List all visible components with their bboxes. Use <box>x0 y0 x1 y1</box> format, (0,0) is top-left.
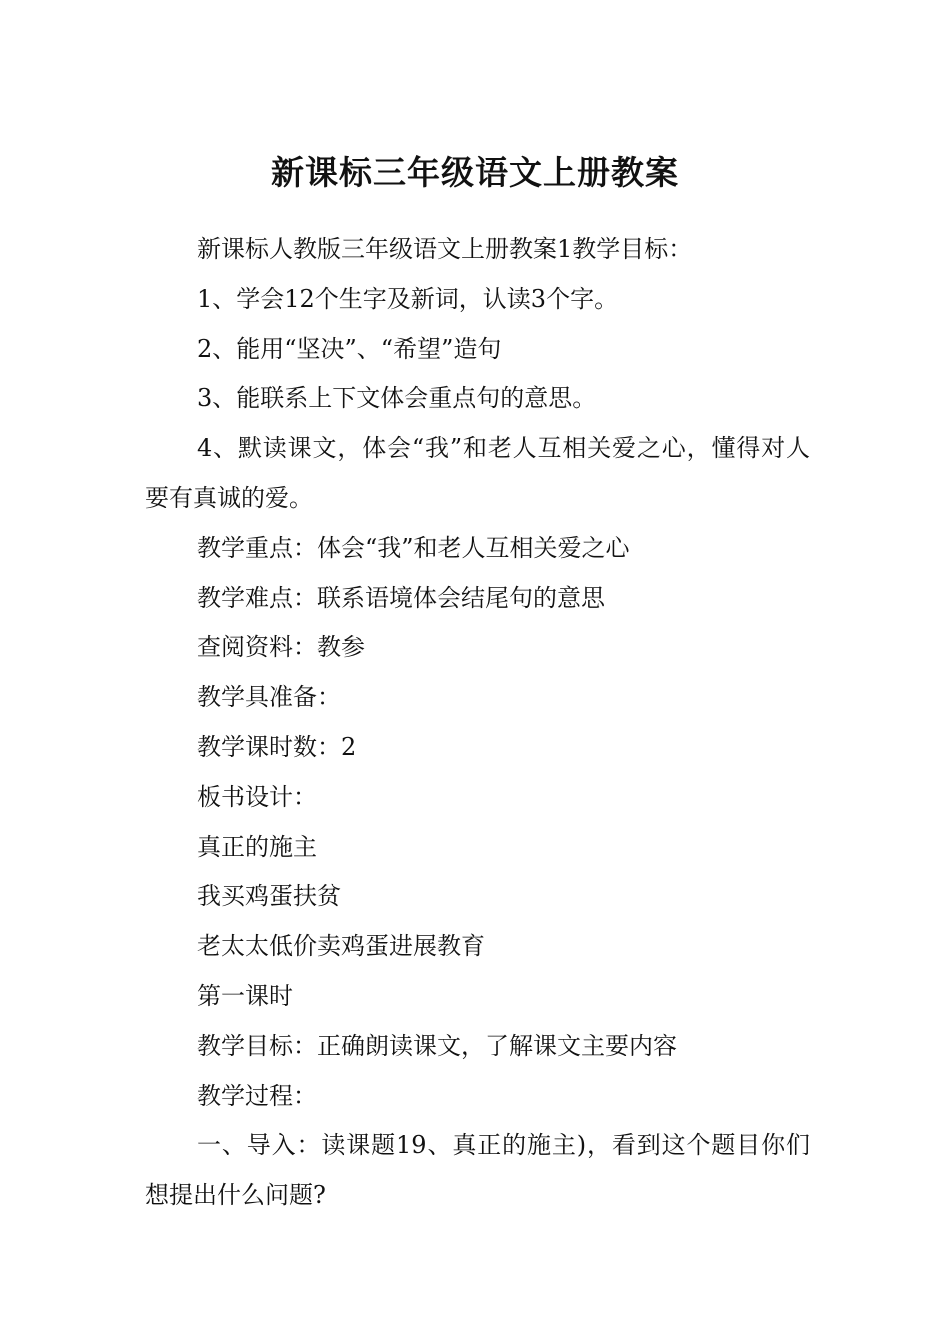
paragraph-intro: 新课标人教版三年级语文上册教案1教学目标： <box>197 235 693 263</box>
paragraph-materials: 教学具准备： <box>197 683 341 712</box>
document-title: 新课标三年级语文上册教案 <box>271 153 679 193</box>
paragraph-first-lesson: 第一课时 <box>197 981 293 1010</box>
paragraph-process: 教学过程： <box>197 1081 317 1110</box>
paragraph-goal-2: 2、能用“坚决”、“希望”造句 <box>197 334 502 363</box>
paragraph-goal-4: 4、默读课文，体会“我”和老人互相关爱之心，懂得对人要有真诚的爱。 <box>145 434 810 512</box>
paragraph-lesson-count: 教学课时数：2 <box>197 732 357 761</box>
paragraph-lesson-goal: 教学目标：正确朗读课文，了解课文主要内容 <box>197 1031 677 1060</box>
paragraph-references: 查阅资料：教参 <box>197 633 365 662</box>
paragraph-board-line-3: 老太太低价卖鸡蛋进展教育 <box>197 932 485 961</box>
paragraph-key-point: 教学重点：体会“我”和老人互相关爱之心 <box>197 533 630 562</box>
paragraph-board-line-1: 真正的施主 <box>197 832 317 861</box>
paragraph-introduction: 一、导入：读课题19、真正的施主)，看到这个题目你们想提出什么问题? <box>145 1131 810 1210</box>
document-body <box>145 225 810 1221</box>
paragraph-goal-1: 1、学会12个生字及新词，认读3个字。 <box>197 284 619 313</box>
paragraph-difficulty: 教学难点：联系语境体会结尾句的意思 <box>197 583 605 612</box>
paragraph-board-line-2: 我买鸡蛋扶贫 <box>197 882 341 911</box>
paragraph-goal-3: 3、能联系上下文体会重点句的意思。 <box>197 384 597 413</box>
paragraph-board-design: 板书设计： <box>197 782 317 811</box>
